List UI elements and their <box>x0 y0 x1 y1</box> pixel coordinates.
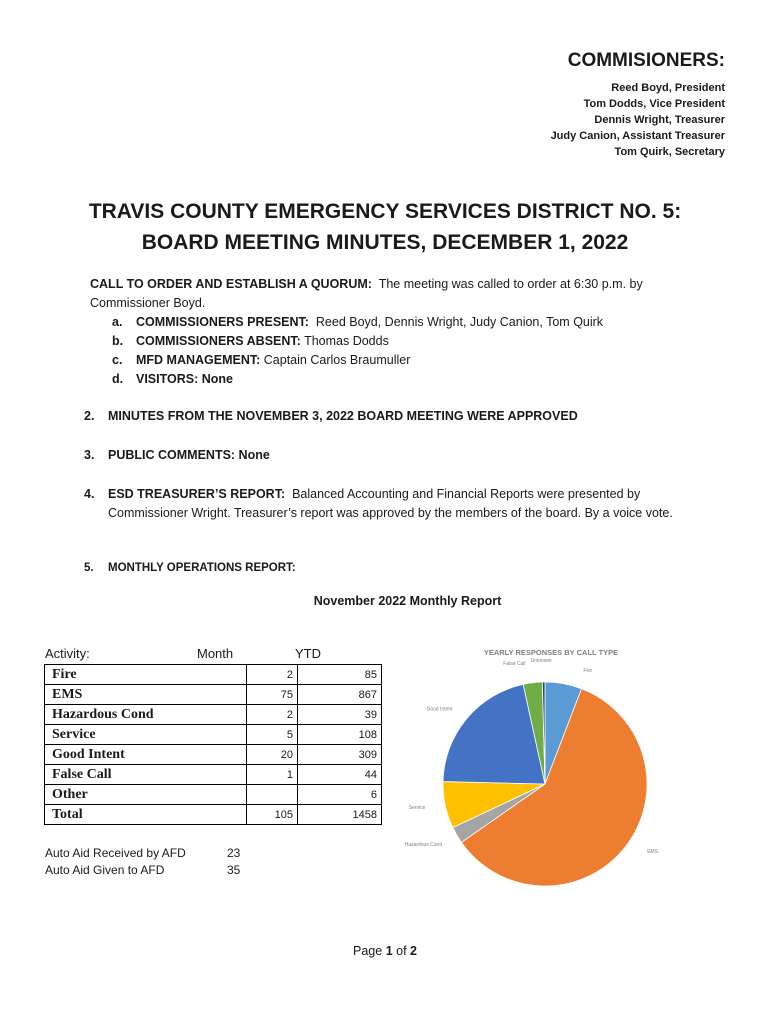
commissioner-name: Dennis Wright, Treasurer <box>594 114 725 126</box>
commissioners-block <box>551 50 725 160</box>
activity-month: 5 <box>247 725 298 745</box>
footer-of: of <box>392 944 411 958</box>
item-text: Captain Carlos Braumuller <box>263 353 411 367</box>
auto-aid-value: 35 <box>227 863 241 877</box>
activity-ytd: 1458 <box>298 805 382 825</box>
commissioner-name: Reed Boyd, President <box>611 82 725 94</box>
item-letter: b. <box>112 334 124 348</box>
activity-name: EMS <box>45 685 247 705</box>
table-row <box>45 725 382 745</box>
pie-label: Service <box>408 805 426 812</box>
title-line-2: BOARD MEETING MINUTES, DECEMBER 1, 2022 <box>141 231 629 254</box>
activity-name: Fire <box>45 665 247 685</box>
item-4-text <box>108 485 708 523</box>
item-4-label: ESD TREASURER’S REPORT: <box>108 487 286 501</box>
activity-ytd: 85 <box>298 665 382 685</box>
commissioner-name: Tom Dodds, Vice President <box>583 98 725 110</box>
activity-name: Service <box>45 725 247 745</box>
activity-month <box>247 785 298 805</box>
footer-page-number: 1 <box>385 944 393 958</box>
table-row <box>45 785 382 805</box>
item-2-text: MINUTES FROM THE NOVEMBER 3, 2022 BOARD MEETING WERE APPROVED <box>108 409 578 423</box>
pie-label: Fire <box>583 667 593 674</box>
auto-aid-received <box>45 845 241 862</box>
item-2-number: 2. <box>84 409 95 423</box>
activity-ytd: 108 <box>298 725 382 745</box>
item-4-body: Balanced Accounting and Financial Reports were presented by Commissioner Wright. Treasurer’s report was approved by the members of the board. By a voice vote. <box>108 487 673 520</box>
item-3-number: 3. <box>84 448 95 462</box>
call-to-order <box>90 275 690 313</box>
activity-name: False Call <box>45 765 247 785</box>
activity-table <box>44 664 382 825</box>
chart-title: YEARLY RESPONSES BY CALL TYPE <box>483 648 619 657</box>
activity-ytd: 867 <box>298 685 382 705</box>
pie-label: Hazardous Cond <box>404 842 443 849</box>
footer-page-total: 2 <box>410 944 417 958</box>
report-title: November 2022 Monthly Report <box>313 594 502 608</box>
call-to-order-label: CALL TO ORDER AND ESTABLISH A QUORUM: <box>90 277 372 291</box>
table-row <box>45 745 382 765</box>
item-label: COMMISSIONERS ABSENT: <box>136 334 301 348</box>
auto-aid-label: Auto Aid Received by AFD <box>45 846 186 860</box>
table-row <box>45 765 382 785</box>
commissioners-heading: COMMISIONERS: <box>567 50 725 71</box>
activity-month: 20 <box>247 745 298 765</box>
attendance-item-c <box>112 351 410 370</box>
activity-ytd: 39 <box>298 705 382 725</box>
auto-aid-given <box>45 862 241 879</box>
table-row <box>45 705 382 725</box>
item-text: Thomas Dodds <box>304 334 389 348</box>
item-4-number: 4. <box>84 487 95 501</box>
activity-name: Total <box>45 805 247 825</box>
activity-month: 1 <box>247 765 298 785</box>
pie-label: Unknown <box>530 658 552 665</box>
table-row <box>45 665 382 685</box>
table-row <box>45 685 382 705</box>
page-footer <box>0 944 770 958</box>
item-label: COMMISSIONERS PRESENT: <box>136 315 309 329</box>
attendance-item-d <box>112 370 233 389</box>
item-letter: d. <box>112 372 124 386</box>
commissioner-name: Judy Canion, Assistant Treasurer <box>550 130 725 142</box>
activity-name: Hazardous Cond <box>45 705 247 725</box>
col-header-month: Month <box>197 646 234 661</box>
item-3-text: PUBLIC COMMENTS: None <box>108 448 270 462</box>
activity-month: 105 <box>247 805 298 825</box>
commissioner-name: Tom Quirk, Secretary <box>614 146 725 158</box>
activity-month: 2 <box>247 665 298 685</box>
item-label: MFD MANAGEMENT: <box>136 353 261 367</box>
pie-chart <box>395 636 665 896</box>
title-line-1: TRAVIS COUNTY EMERGENCY SERVICES DISTRICT NO. 5: <box>88 200 682 223</box>
activity-ytd: 309 <box>298 745 382 765</box>
activity-name: Good Intent <box>45 745 247 765</box>
item-5-text: MONTHLY OPERATIONS REPORT: <box>108 562 296 574</box>
activity-ytd: 44 <box>298 765 382 785</box>
item-5-number: 5. <box>84 562 94 574</box>
col-header-activity: Activity: <box>45 646 90 661</box>
attendance-item-b <box>112 332 389 351</box>
col-header-ytd: YTD <box>295 646 321 661</box>
table-row <box>45 805 382 825</box>
footer-prefix: Page <box>353 944 386 958</box>
call-to-order-text: The meeting was called to order at 6:30 p.m. by Commissioner Boyd. <box>90 277 643 310</box>
item-letter: c. <box>112 353 123 367</box>
document-title <box>0 196 770 258</box>
auto-aid-value: 23 <box>227 846 241 860</box>
item-label: VISITORS: None <box>136 372 234 386</box>
pie-label: False Call <box>503 660 526 667</box>
activity-name: Other <box>45 785 247 805</box>
activity-month: 75 <box>247 685 298 705</box>
item-text: Reed Boyd, Dennis Wright, Judy Canion, Tom Quirk <box>315 315 604 329</box>
activity-month: 2 <box>247 705 298 725</box>
item-letter: a. <box>112 315 123 329</box>
pie-label: Good Intent <box>426 706 453 713</box>
attendance-item-a <box>112 313 603 332</box>
activity-ytd: 6 <box>298 785 382 805</box>
auto-aid-label: Auto Aid Given to AFD <box>45 863 165 877</box>
pie-label: EMS <box>647 848 659 855</box>
